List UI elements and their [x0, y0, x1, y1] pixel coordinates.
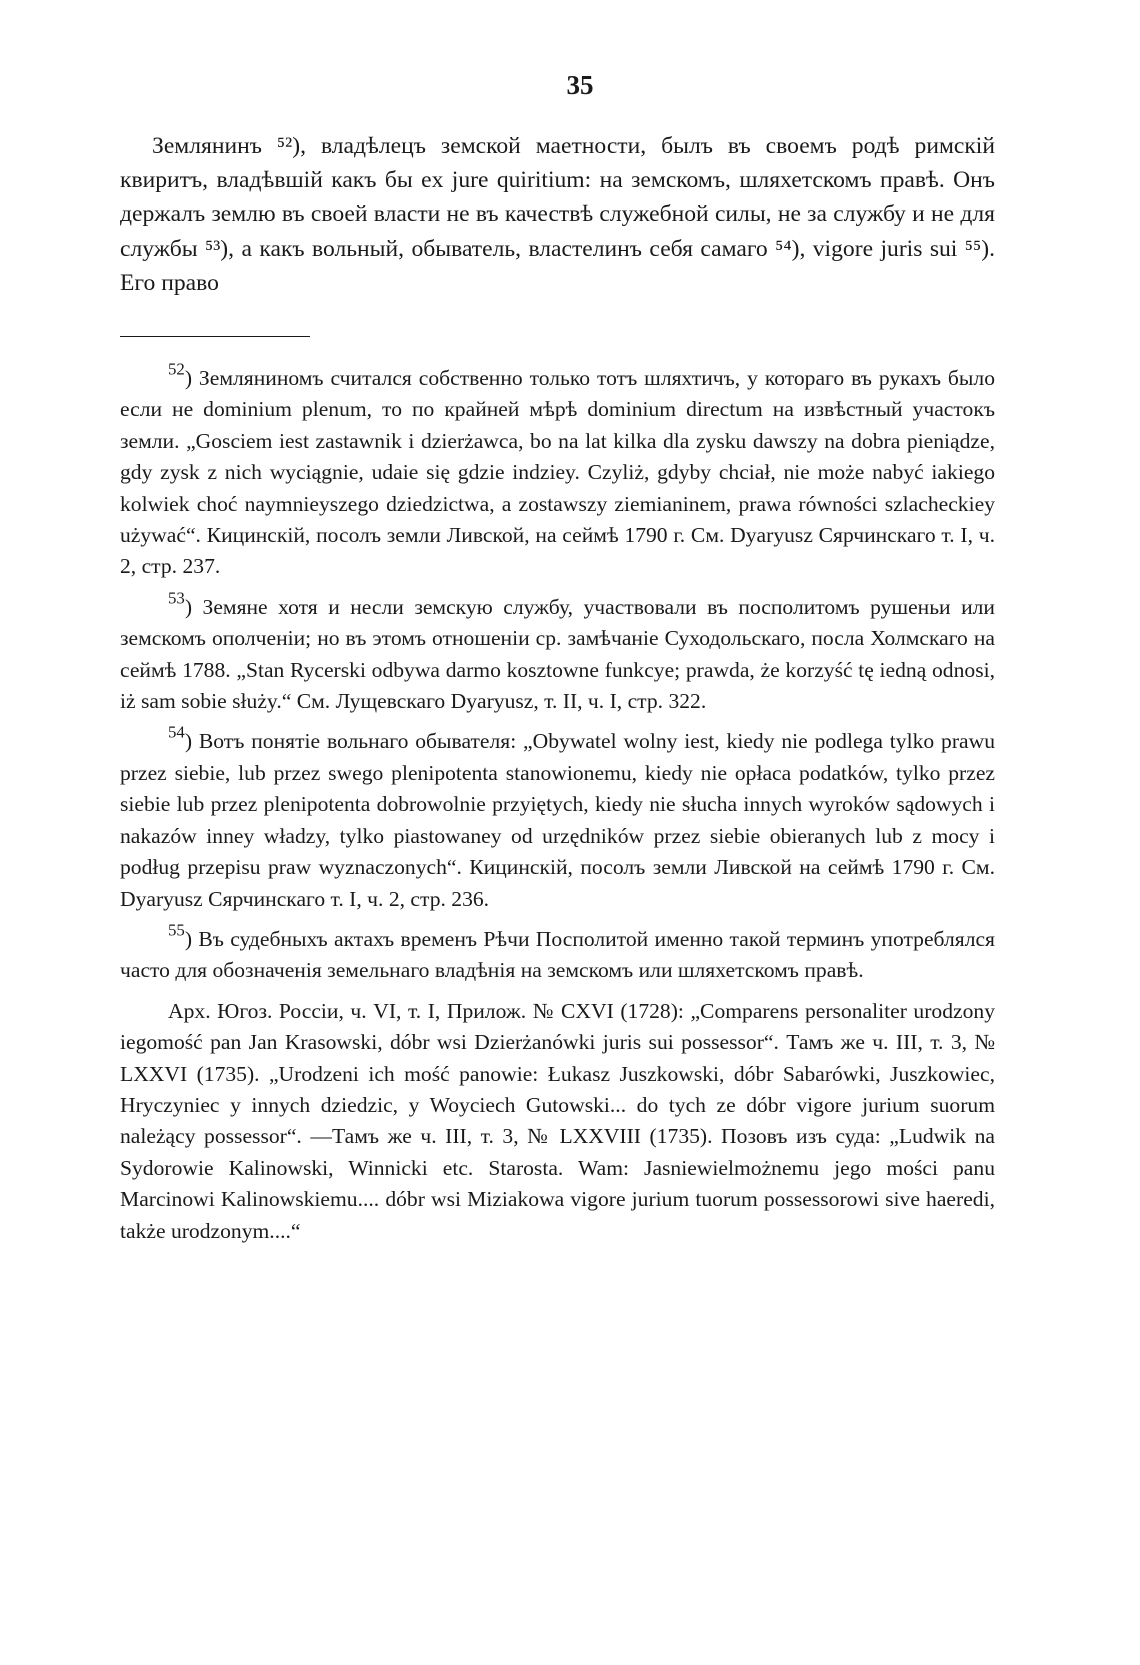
footnote-number: 55 [168, 920, 185, 940]
footnote-text: ) Въ судебныхъ актахъ временъ Рѣчи Посполитой именно такой терминъ употреблялся часто для обозначенія земельнаго владѣнія на земскомъ или шляхетскомъ правѣ. [120, 926, 995, 983]
main-paragraph: Землянинъ ⁵²), владѣлецъ земской маетности, былъ въ своемъ родѣ римскій квиритъ, владѣвшій какъ бы ex jure quiritium: на земскомъ, шляхетскомъ правѣ. Онъ держалъ землю въ своей власти не въ качествѣ служебной силы, не за службу и не для службы ⁵³), а какъ вольный, обыватель, властелинъ себя самаго ⁵⁴), vigore juris sui ⁵⁵). Его право [120, 133, 995, 296]
footnote-number: 52 [168, 359, 185, 379]
footnote-separator [120, 336, 310, 337]
footnote-55 [120, 920, 995, 987]
footnote-53 [120, 588, 995, 718]
footnote-text: ) Земляниномъ считался собственно только тотъ шляхтичъ, у котораго въ рукахъ было если не dominium plenum, то по крайней мѣрѣ dominium directum на извѣстный участокъ земли. „Gosciem iest zastawnik i dzierżawca, bo na lat kilka dla zysku dawszy na dobra pieniądze, gdy zysk z nich wyciągnie, udaie się gdzie indziey. Czyliż, gdyby chciał, nie może nabyć iakiego kolwiek choć naymnieyszego dziedzictwa, a zostawszy ziemianinem, prawa równości szlacheckiey używać“. Кицинскій, посолъ земли Ливской, на сеймѣ 1790 г. См. Dyaryusz Сярчинскаго т. I, ч. 2, стр. 237. [120, 366, 995, 579]
footnote-number: 54 [168, 723, 185, 743]
footnote-text: ) Земяне хотя и несли земскую службу, участвовали въ посполитомъ рушеньи или земскомъ ополченіи; но въ этомъ отношеніи ср. замѣчаніе Суходольскаго, посла Холмскаго на сеймѣ 1788. „Stan Rycerski odbywa darmo kosztowne funkcye; prawda, że korzyść tę iedną odnosi, iż sam sobie służy.“ См. Лущевскаго Dyaryusz, т. II, ч. I, стр. 322. [120, 594, 995, 714]
page-number: 35 [566, 70, 594, 100]
footnote-52 [120, 359, 995, 583]
footnote-text: ) Вотъ понятіе вольнаго обывателя: „Obywatel wolny iest, kiedy nie podlega tylko prawu przez siebie, lub przez swego plenipotenta stanowionemu, kiedy nie opłaca podatków, tylko przez siebie lub przez plenipotenta dobrowolnie przyiętych, kiedy nie słucha innych wyroków sądowych i nakazów inney władzy, tylko piastowaney od urzędników przez siebie obieranych lub z mocy i podług przepisu praw wyznaczonych“. Кицинскій, посолъ земли Ливской на сеймѣ 1790 г. См. Dyaryusz Сярчинскаго т. I, ч. 2, стр. 236. [120, 729, 995, 911]
footnote-number: 53 [168, 588, 185, 608]
footnote-55-continuation: Арх. Югоз. Россіи, ч. VI, т. I, Прилож. № CXVI (1728): „Comparens personaliter urodzony iegomość pan Jan Krasowski, dóbr wsi Dzierżanówki juris sui possessor“. Тамъ же ч. III, т. 3, № LXXVI (1735). „Urodzeni ich mość panowie: Łukasz Juszkowski, dóbr Sabarówki, Juszkowiec, Hryczyniec y innych dziedzic, y Woyciech Gutowski... do tych ze dóbr vigore jurium suorum należący possessor“. —Тамъ же ч. III, т. 3, № LXXVIII (1735). Позовъ изъ суда: „Ludwik na Sydorowie Kalinowski, Winnicki etc. Starosta. Wam: Jasniewielmożnemu jego mości panu Marcinowi Kalinowskiemu.... dóbr wsi Miziakowa vigore jurium tuorum possessorowi sive haeredi, także urodzonym....“ [120, 998, 995, 1243]
footnote-54 [120, 723, 995, 914]
